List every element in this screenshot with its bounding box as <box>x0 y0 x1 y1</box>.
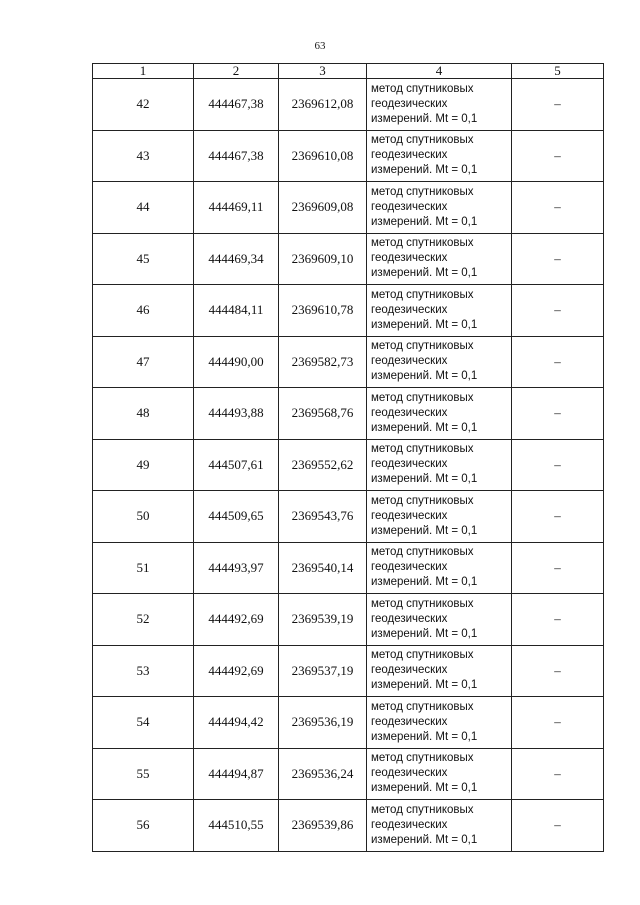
x-coordinate-cell: 444484,11 <box>194 285 279 337</box>
method-line: метод спутниковых <box>371 82 474 95</box>
point-number-cell: 56 <box>93 800 194 852</box>
header-col-1: 1 <box>93 64 194 79</box>
method-line: геодезических <box>371 200 448 213</box>
table-row <box>93 594 604 646</box>
method-line: метод спутниковых <box>371 546 474 559</box>
method-line: метод спутниковых <box>371 803 474 816</box>
point-number-cell: 43 <box>93 130 194 182</box>
table-row <box>93 491 604 543</box>
x-coordinate-cell: 444494,42 <box>194 697 279 749</box>
table-row <box>93 439 604 491</box>
method-cell <box>367 285 512 337</box>
method-line: геодезических <box>371 767 448 780</box>
x-coordinate-cell: 444490,00 <box>194 336 279 388</box>
method-line: геодезических <box>371 355 448 368</box>
note-cell: – <box>512 645 604 697</box>
point-number-cell: 53 <box>93 645 194 697</box>
table-row <box>93 79 604 131</box>
table-row <box>93 233 604 285</box>
y-coordinate-cell: 2369610,78 <box>279 285 367 337</box>
note-cell: – <box>512 491 604 543</box>
method-line: геодезических <box>371 97 448 110</box>
method-line: метод спутниковых <box>371 340 474 353</box>
method-cell <box>367 594 512 646</box>
point-number-cell: 55 <box>93 748 194 800</box>
method-line: метод спутниковых <box>371 185 474 198</box>
y-coordinate-cell: 2369536,19 <box>279 697 367 749</box>
y-coordinate-cell: 2369582,73 <box>279 336 367 388</box>
table-row <box>93 130 604 182</box>
x-coordinate-cell: 444493,88 <box>194 388 279 440</box>
method-line: метод спутниковых <box>371 237 474 250</box>
y-coordinate-cell: 2369540,14 <box>279 542 367 594</box>
note-cell: – <box>512 233 604 285</box>
point-number-cell: 45 <box>93 233 194 285</box>
method-line: измерений. Mt = 0,1 <box>371 112 478 125</box>
x-coordinate-cell: 444507,61 <box>194 439 279 491</box>
x-coordinate-cell: 444467,38 <box>194 79 279 131</box>
method-line: метод спутниковых <box>371 649 474 662</box>
point-number-cell: 48 <box>93 388 194 440</box>
method-cell <box>367 439 512 491</box>
table-row <box>93 542 604 594</box>
table-row <box>93 182 604 234</box>
table-row <box>93 285 604 337</box>
header-col-5: 5 <box>512 64 604 79</box>
method-line: измерений. Mt = 0,1 <box>371 267 478 280</box>
method-cell <box>367 233 512 285</box>
y-coordinate-cell: 2369609,08 <box>279 182 367 234</box>
method-line: измерений. Mt = 0,1 <box>371 576 478 589</box>
note-cell: – <box>512 79 604 131</box>
method-line: метод спутниковых <box>371 288 474 301</box>
method-line: измерений. Mt = 0,1 <box>371 215 478 228</box>
method-line: измерений. Mt = 0,1 <box>371 370 478 383</box>
method-line: геодезических <box>371 715 448 728</box>
method-cell <box>367 697 512 749</box>
method-line: геодезических <box>371 458 448 471</box>
method-line: геодезических <box>371 561 448 574</box>
header-col-4: 4 <box>367 64 512 79</box>
point-number-cell: 44 <box>93 182 194 234</box>
x-coordinate-cell: 444469,11 <box>194 182 279 234</box>
point-number-cell: 51 <box>93 542 194 594</box>
table-row <box>93 800 604 852</box>
table-row <box>93 748 604 800</box>
table-header-row <box>93 64 604 79</box>
x-coordinate-cell: 444492,69 <box>194 594 279 646</box>
method-line: геодезических <box>371 149 448 162</box>
note-cell: – <box>512 542 604 594</box>
table-row <box>93 697 604 749</box>
method-line: геодезических <box>371 509 448 522</box>
method-line: метод спутниковых <box>371 752 474 765</box>
point-number-cell: 47 <box>93 336 194 388</box>
method-line: метод спутниковых <box>371 443 474 456</box>
y-coordinate-cell: 2369536,24 <box>279 748 367 800</box>
method-cell <box>367 79 512 131</box>
point-number-cell: 52 <box>93 594 194 646</box>
x-coordinate-cell: 444467,38 <box>194 130 279 182</box>
method-cell <box>367 388 512 440</box>
note-cell: – <box>512 800 604 852</box>
method-line: метод спутниковых <box>371 494 474 507</box>
method-line: измерений. Mt = 0,1 <box>371 782 478 795</box>
point-number-cell: 50 <box>93 491 194 543</box>
method-cell <box>367 542 512 594</box>
table-row <box>93 645 604 697</box>
method-line: метод спутниковых <box>371 597 474 610</box>
y-coordinate-cell: 2369609,10 <box>279 233 367 285</box>
x-coordinate-cell: 444469,34 <box>194 233 279 285</box>
method-line: метод спутниковых <box>371 134 474 147</box>
note-cell: – <box>512 594 604 646</box>
point-number-cell: 54 <box>93 697 194 749</box>
method-line: метод спутниковых <box>371 700 474 713</box>
table-body <box>93 79 604 852</box>
method-cell <box>367 748 512 800</box>
note-cell: – <box>512 285 604 337</box>
method-line: измерений. Mt = 0,1 <box>371 164 478 177</box>
y-coordinate-cell: 2369552,62 <box>279 439 367 491</box>
method-cell <box>367 800 512 852</box>
method-line: измерений. Mt = 0,1 <box>371 318 478 331</box>
method-line: измерений. Mt = 0,1 <box>371 730 478 743</box>
note-cell: – <box>512 439 604 491</box>
x-coordinate-cell: 444510,55 <box>194 800 279 852</box>
method-cell <box>367 336 512 388</box>
x-coordinate-cell: 444494,87 <box>194 748 279 800</box>
method-cell <box>367 130 512 182</box>
y-coordinate-cell: 2369568,76 <box>279 388 367 440</box>
note-cell: – <box>512 388 604 440</box>
header-col-3: 3 <box>279 64 367 79</box>
y-coordinate-cell: 2369539,86 <box>279 800 367 852</box>
method-cell <box>367 182 512 234</box>
coordinates-table <box>92 63 604 852</box>
method-line: измерений. Mt = 0,1 <box>371 524 478 537</box>
method-line: геодезических <box>371 406 448 419</box>
table-row <box>93 336 604 388</box>
page-number: 63 <box>314 40 326 52</box>
note-cell: – <box>512 336 604 388</box>
method-line: геодезических <box>371 252 448 265</box>
note-cell: – <box>512 130 604 182</box>
method-line: геодезических <box>371 612 448 625</box>
x-coordinate-cell: 444493,97 <box>194 542 279 594</box>
method-line: геодезических <box>371 303 448 316</box>
x-coordinate-cell: 444492,69 <box>194 645 279 697</box>
note-cell: – <box>512 697 604 749</box>
note-cell: – <box>512 182 604 234</box>
method-line: измерений. Mt = 0,1 <box>371 679 478 692</box>
table-row <box>93 388 604 440</box>
method-cell <box>367 491 512 543</box>
method-line: измерений. Mt = 0,1 <box>371 473 478 486</box>
x-coordinate-cell: 444509,65 <box>194 491 279 543</box>
y-coordinate-cell: 2369539,19 <box>279 594 367 646</box>
point-number-cell: 42 <box>93 79 194 131</box>
method-line: метод спутниковых <box>371 391 474 404</box>
note-cell: – <box>512 748 604 800</box>
method-cell <box>367 645 512 697</box>
header-col-2: 2 <box>194 64 279 79</box>
point-number-cell: 49 <box>93 439 194 491</box>
point-number-cell: 46 <box>93 285 194 337</box>
y-coordinate-cell: 2369543,76 <box>279 491 367 543</box>
method-line: измерений. Mt = 0,1 <box>371 627 478 640</box>
y-coordinate-cell: 2369612,08 <box>279 79 367 131</box>
y-coordinate-cell: 2369537,19 <box>279 645 367 697</box>
method-line: измерений. Mt = 0,1 <box>371 421 478 434</box>
method-line: геодезических <box>371 664 448 677</box>
y-coordinate-cell: 2369610,08 <box>279 130 367 182</box>
method-line: измерений. Mt = 0,1 <box>371 833 478 846</box>
method-line: геодезических <box>371 818 448 831</box>
